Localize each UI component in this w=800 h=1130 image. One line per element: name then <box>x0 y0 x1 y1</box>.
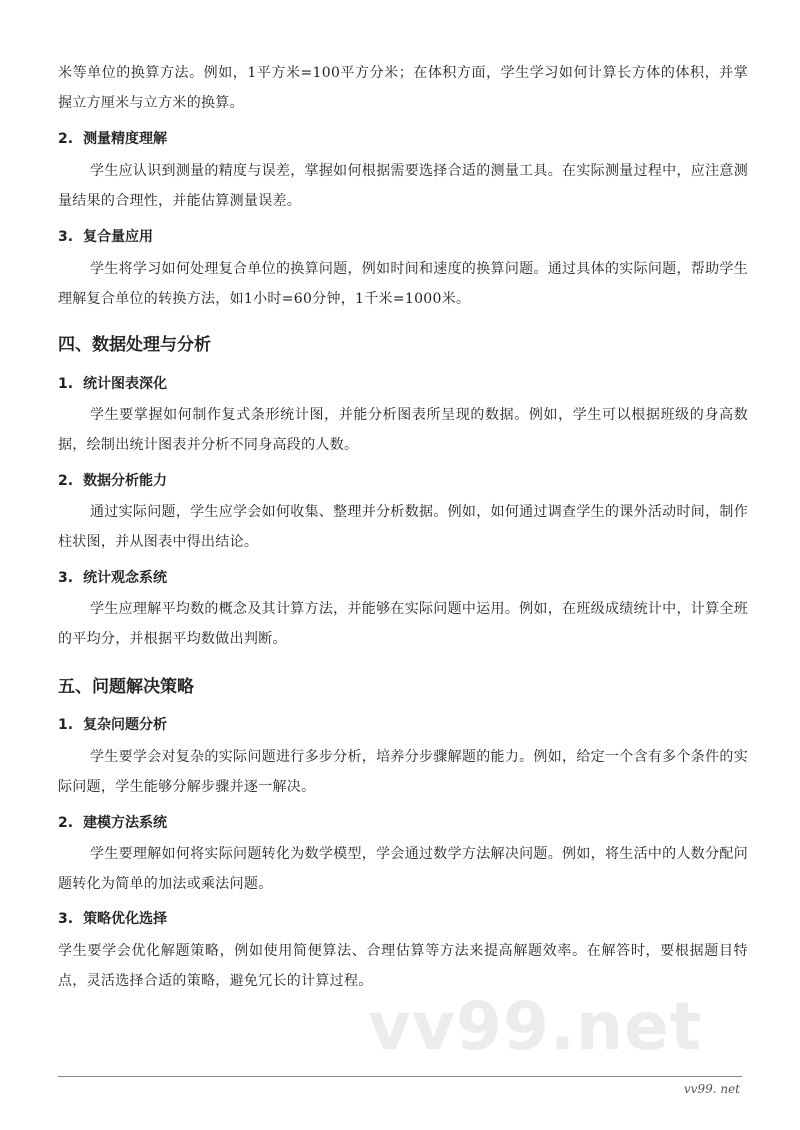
subheading-modeling-method <box>58 812 167 832</box>
subheading-data-analysis-ability <box>58 470 167 490</box>
paragraph-complex-problem: 学生要学会对复杂的实际问题进行多步分析，培养分步骤解题的能力。例如，给定一个含有多个条件的实际问题，学生能够分解步骤并逐一解决。 <box>58 749 748 795</box>
paragraph-data-analysis-ability: 通过实际问题，学生应学会如何收集、整理并分析数据。例如，如何通过调查学生的课外活动时间，制作柱状图，并从图表中得出结论。 <box>58 504 748 550</box>
subheading-number: 1. <box>58 717 74 733</box>
watermark: vv99.net <box>368 988 703 1065</box>
subheading-number: 2. <box>58 815 74 831</box>
subheading-chart-deepening <box>58 373 167 393</box>
subheading-number: 3. <box>58 570 74 586</box>
footer-site: vv99. net <box>683 1082 740 1096</box>
paragraph-compound-quantity: 学生将学习如何处理复合单位的换算问题，例如时间和速度的换算问题。通过具体的实际问题，帮助学生理解复合单位的转换方法，如1小时=60分钟，1千米=1000米。 <box>58 261 748 307</box>
subheading-title: 统计观念系统 <box>83 570 168 586</box>
paragraph-chart-deepening: 学生要掌握如何制作复式条形统计图，并能分析图表所呈现的数据。例如，学生可以根据班级的身高数据，绘制出统计图表并分析不同身高段的人数。 <box>58 407 748 453</box>
footer-divider <box>58 1076 742 1077</box>
paragraph-measurement-precision: 学生应认识到测量的精度与误差，掌握如何根据需要选择合适的测量工具。在实际测量过程中，应注意测量结果的合理性，并能估算测量误差。 <box>58 163 748 209</box>
section-heading-data-analysis: 四、数据处理与分析 <box>58 335 211 355</box>
subheading-title: 建模方法系统 <box>83 815 168 831</box>
subheading-title: 复杂问题分析 <box>83 717 168 733</box>
subheading-title: 统计图表深化 <box>83 376 168 392</box>
paragraph-modeling-method: 学生要理解如何将实际问题转化为数学模型，学会通过数学方法解决问题。例如，将生活中的人数分配问题转化为简单的加法或乘法问题。 <box>58 846 748 892</box>
subheading-statistics-concept <box>58 567 167 587</box>
subheading-title: 策略优化选择 <box>83 911 168 927</box>
subheading-compound-quantity <box>58 226 153 246</box>
subheading-measurement-precision <box>58 128 167 148</box>
subheading-complex-problem <box>58 714 167 734</box>
subheading-number: 2. <box>58 473 74 489</box>
subheading-number: 2. <box>58 131 74 147</box>
subheading-title: 复合量应用 <box>83 229 154 245</box>
subheading-title: 测量精度理解 <box>83 131 168 147</box>
paragraph-statistics-concept: 学生应理解平均数的概念及其计算方法，并能够在实际问题中运用。例如，在班级成绩统计中，计算全班的平均分，并根据平均数做出判断。 <box>58 601 748 647</box>
paragraph-strategy-optimization: 学生要学会优化解题策略，例如使用简便算法、合理估算等方法来提高解题效率。在解答时，要根据题目特点，灵活选择合适的策略，避免冗长的计算过程。 <box>58 943 748 989</box>
subheading-strategy-optimization <box>58 908 167 928</box>
section-heading-problem-solving: 五、问题解决策略 <box>58 677 194 697</box>
subheading-number: 3. <box>58 229 74 245</box>
intro-paragraph: 米等单位的换算方法。例如，1平方米=100平方分米；在体积方面，学生学习如何计算长方体的体积，并掌握立方厘米与立方米的换算。 <box>58 65 748 111</box>
subheading-number: 1. <box>58 376 74 392</box>
subheading-number: 3. <box>58 911 74 927</box>
subheading-title: 数据分析能力 <box>83 473 168 489</box>
